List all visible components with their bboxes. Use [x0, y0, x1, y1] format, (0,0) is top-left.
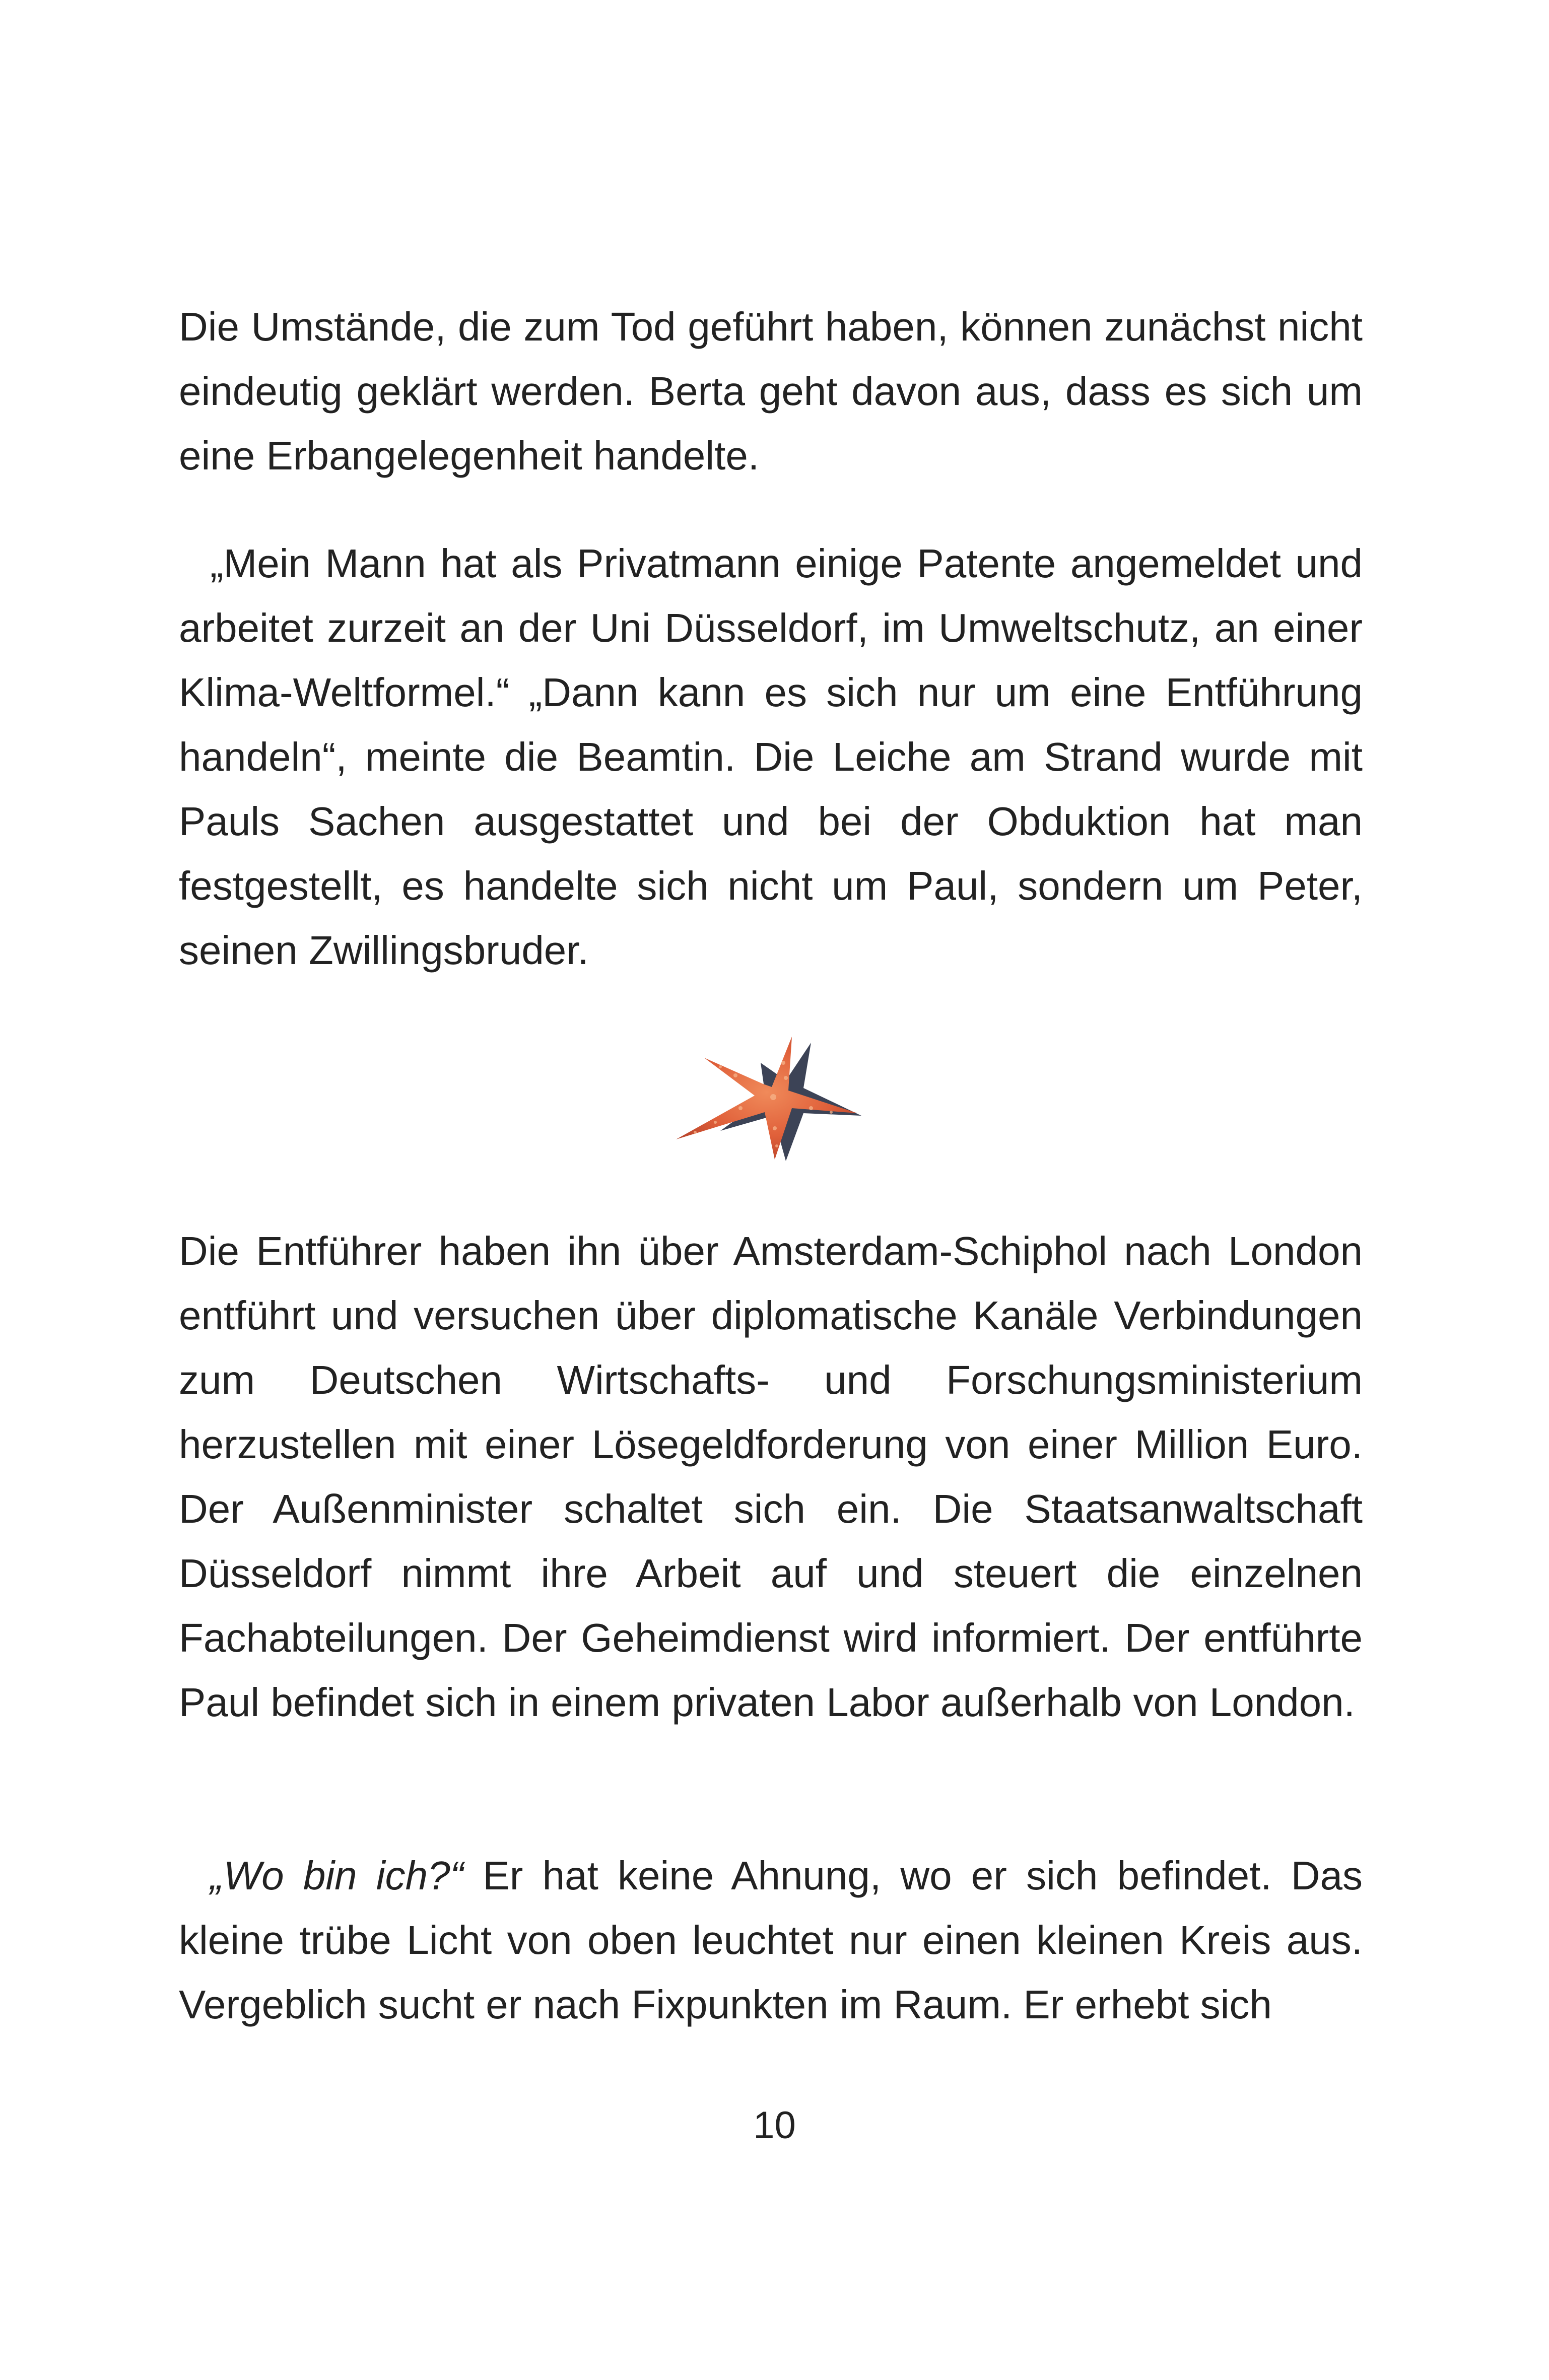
paragraph-3: Die Entführer haben ihn über Amsterdam-Schiphol nach London entführt und versuchen über diplomatische Kanäle Verbindungen zum Deutschen Wirtschafts- und Forschungsministerium herzustellen mit einer Lösegeldforderung von einer Million Euro. Der Außenminister schaltet sich ein. Die Staatsanwaltschaft Düsseldorf nimmt ihre Arbeit auf und steuert die einzelnen Fachabteilungen. Der Geheimdienst wird informiert. Der entführte Paul befindet sich in einem privaten Labor außerhalb von London. — [179, 1229, 1363, 1725]
starfish-icon — [660, 1028, 882, 1179]
paragraph-2: „Mein Mann hat als Privatmann einige Patente angemeldet und arbeitet zurzeit an der Uni Düsseldorf, im Umweltschutz, an einer Klima-Weltformel.“ „Dann kann es sich nur um eine Entführung handeln“, meinte die Beamtin. Die Leiche am Strand wurde mit Pauls Sachen ausgestattet und bei der Obduktion hat man festgestellt, es handelte sich nicht um Paul, sondern um Peter, seinen Zwillingsbruder. — [179, 541, 1363, 973]
paragraph-4-text: Er hat keine Ahnung, wo er sich befindet. Das kleine trübe Licht von oben leuchtet nur einen kleinen Kreis aus. Vergeblich sucht er nach Fixpunkten im Raum. Er erhebt sich — [179, 1853, 1363, 2027]
paragraph-1: Die Umstände, die zum Tod geführt haben, können zunächst nicht eindeutig geklärt werden. Berta geht davon aus, dass es sich um eine Erbangelegenheit handelte. — [179, 304, 1363, 478]
paragraph-4 — [179, 1844, 1363, 2037]
italic-quote: „Wo bin ich?“ — [210, 1853, 464, 1898]
page-number: 10 — [753, 2104, 796, 2147]
